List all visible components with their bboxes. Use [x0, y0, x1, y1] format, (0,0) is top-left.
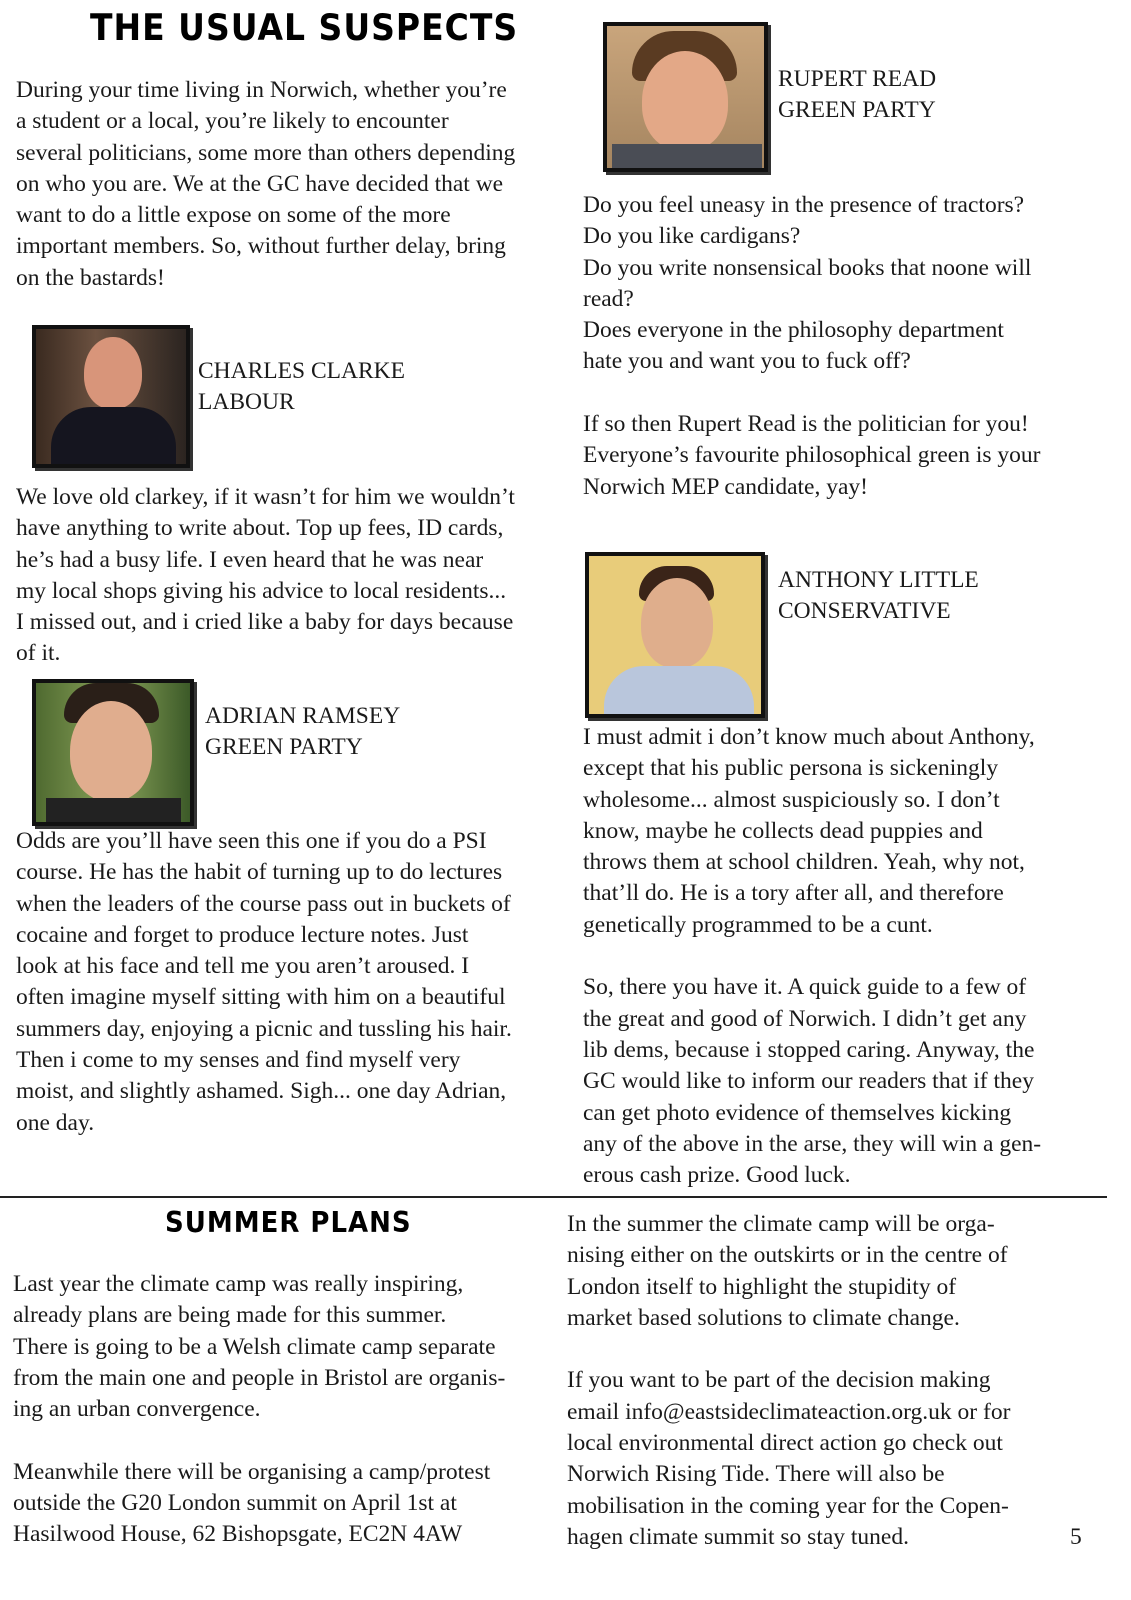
text-line: already plans are being made for this summer.: [13, 1302, 447, 1329]
text-line: So, there you have it. A quick guide to a few of: [583, 974, 1027, 1001]
text-line: London itself to highlight the stupidity of: [567, 1273, 957, 1300]
text-line: read?: [583, 285, 634, 312]
text-line: from the main one and people in Bristol are organis-: [13, 1364, 506, 1391]
article-title: THE USUAL SUSPECTS: [90, 6, 519, 49]
summer-plans-title: SUMMER PLANS: [165, 1206, 412, 1240]
text-line: GREEN PARTY: [205, 734, 363, 761]
text-line: ADRIAN RAMSEY: [205, 703, 401, 729]
text-line: course. He has the habit of turning up to do lectures: [16, 859, 503, 886]
text-line: Then i come to my senses and find myself very: [16, 1047, 461, 1074]
charles-clarke-caption: [198, 356, 405, 419]
text-line: any of the above in the arse, they will win a gen-: [583, 1130, 1042, 1157]
text-line: Last year the climate camp was really inspiring,: [13, 1271, 464, 1297]
text-line: I missed out, and i cried like a baby for days because: [16, 609, 514, 636]
text-line: We love old clarkey, if it wasn’t for him we wouldn’t: [16, 484, 515, 510]
text-line: on the bastards!: [16, 264, 165, 291]
text-line: Does everyone in the philosophy department: [583, 317, 1004, 344]
charles-clarke-photo: [32, 325, 190, 468]
text-line: GC would like to inform our readers that if they: [583, 1068, 1034, 1095]
text-line: email info@eastsideclimateaction.org.uk or for: [567, 1398, 1011, 1425]
text-line: have anything to write about. Top up fees, ID cards,: [16, 515, 504, 542]
text-line: Hasilwood House, 62 Bishopsgate, EC2N 4AW: [13, 1521, 463, 1548]
summer-plans-left-text: [13, 1269, 505, 1551]
text-line: If you want to be part of the decision making: [567, 1367, 991, 1394]
text-line: summers day, enjoying a picnic and tussling his hair.: [16, 1015, 512, 1042]
text-line: CONSERVATIVE: [778, 598, 951, 625]
text-line: can get photo evidence of themselves kicking: [583, 1099, 1012, 1126]
text-line: except that his public persona is sickeningly: [583, 755, 999, 782]
summer-plans-right-text: [567, 1209, 1010, 1553]
text-line: Odds are you’ll have seen this one if you do a PSI: [16, 828, 487, 854]
text-line: know, maybe he collects dead puppies and: [583, 817, 983, 844]
text-line: a student or a local, you’re likely to encounter: [16, 108, 449, 135]
text-line: If so then Rupert Read is the politician for you!: [583, 411, 1029, 438]
text-line: Everyone’s favourite philosophical green is your: [583, 442, 1041, 469]
adrian-ramsey-photo: [32, 679, 194, 826]
text-line: mobilisation in the coming year for the Copen-: [567, 1492, 1009, 1519]
rupert-read-caption: [778, 64, 936, 127]
text-line: There is going to be a Welsh climate camp separate: [13, 1333, 496, 1360]
text-line: LABOUR: [198, 389, 295, 416]
text-line: CHARLES CLARKE: [198, 358, 405, 384]
text-line: want to do a little expose on some of the more: [16, 202, 451, 229]
text-line: he’s had a busy life. I even heard that he was near: [16, 546, 484, 573]
text-line: Do you feel uneasy in the presence of tractors?: [583, 192, 1025, 218]
page-number: 5: [1070, 1524, 1082, 1550]
anthony-little-photo: [585, 552, 765, 718]
text-line: of it.: [16, 640, 61, 667]
adrian-ramsey-text: [16, 826, 512, 1139]
text-line: market based solutions to climate change.: [567, 1304, 960, 1331]
text-line: hagen climate summit so stay tuned.: [567, 1523, 909, 1550]
text-line: Do you write nonsensical books that noone will: [583, 254, 1032, 281]
text-line: often imagine myself sitting with him on a beautiful: [16, 984, 506, 1011]
anthony-little-text: [583, 722, 1041, 1191]
text-line: [583, 941, 1041, 972]
text-line: lib dems, because i stopped caring. Anyway, the: [583, 1036, 1035, 1063]
text-line: one day.: [16, 1109, 95, 1136]
text-line: [583, 378, 1040, 409]
text-line: GREEN PARTY: [778, 97, 936, 124]
text-line: on who you are. We at the GC have decided that we: [16, 170, 504, 197]
text-line: ANTHONY LITTLE: [778, 567, 979, 593]
text-line: Norwich MEP candidate, yay!: [583, 473, 868, 500]
text-line: ing an urban convergence.: [13, 1396, 261, 1423]
text-line: look at his face and tell me you aren’t aroused. I: [16, 953, 470, 980]
text-line: outside the G20 London summit on April 1st at: [13, 1490, 457, 1517]
text-line: [13, 1425, 505, 1456]
text-line: several politicians, some more than others depending: [16, 139, 516, 166]
text-line: throws them at school children. Yeah, why not,: [583, 849, 1025, 876]
text-line: moist, and slightly ashamed. Sigh... one day Adrian,: [16, 1078, 507, 1105]
section-divider: [0, 1196, 1107, 1198]
text-line: I must admit i don’t know much about Anthony,: [583, 724, 1035, 750]
text-line: During your time living in Norwich, whether you’re: [16, 77, 507, 103]
text-line: Norwich Rising Tide. There will also be: [567, 1461, 945, 1488]
text-line: hate you and want you to fuck off?: [583, 348, 911, 375]
rupert-read-text: [583, 190, 1040, 503]
text-line: Meanwhile there will be organising a camp/protest: [13, 1458, 491, 1485]
text-line: cocaine and forget to produce lecture notes. Just: [16, 921, 469, 948]
rupert-read-photo: [603, 22, 768, 172]
text-line: nising either on the outskirts or in the centre of: [567, 1242, 1008, 1269]
intro-paragraph: [16, 75, 515, 294]
anthony-little-caption: [778, 565, 979, 628]
text-line: the great and good of Norwich. I didn’t get any: [583, 1005, 1027, 1032]
text-line: [567, 1334, 1010, 1365]
text-line: wholesome... almost suspiciously so. I don’t: [583, 786, 1000, 813]
text-line: genetically programmed to be a cunt.: [583, 911, 933, 938]
text-line: that’ll do. He is a tory after all, and therefore: [583, 880, 1004, 907]
text-line: Do you like cardigans?: [583, 223, 801, 250]
text-line: RUPERT READ: [778, 66, 937, 92]
text-line: important members. So, without further delay, bring: [16, 233, 506, 260]
text-line: my local shops giving his advice to local residents...: [16, 577, 507, 604]
text-line: when the leaders of the course pass out in buckets of: [16, 890, 511, 917]
charles-clarke-text: [16, 482, 515, 670]
text-line: In the summer the climate camp will be orga-: [567, 1211, 995, 1237]
text-line: erous cash prize. Good luck.: [583, 1162, 851, 1189]
adrian-ramsey-caption: [205, 701, 400, 764]
text-line: local environmental direct action go check out: [567, 1430, 1003, 1457]
